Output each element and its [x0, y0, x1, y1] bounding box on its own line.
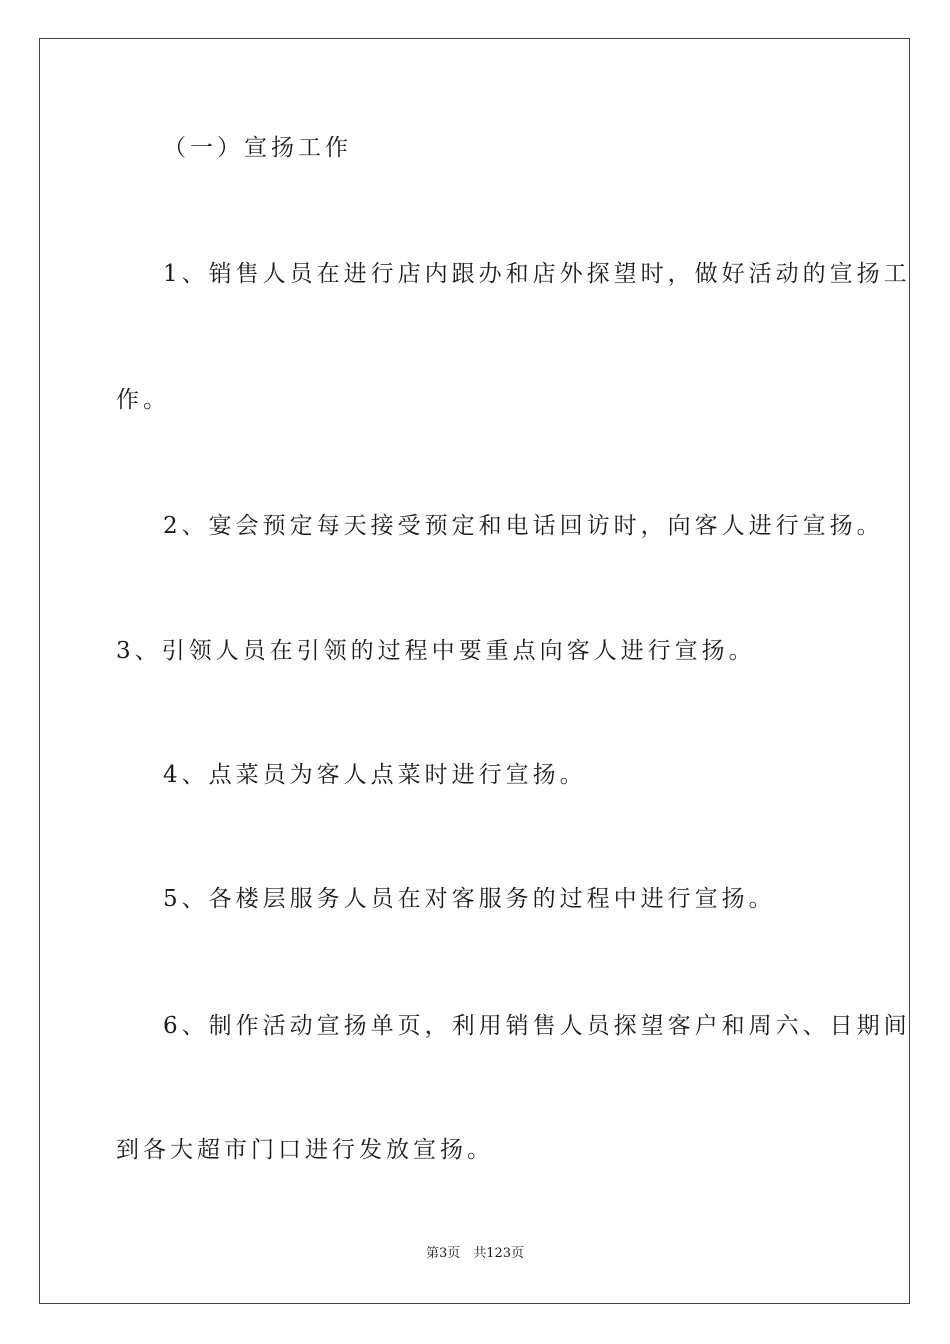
paragraph-6-line-2: 到各大超市门口进行发放宣扬。 [116, 1137, 494, 1163]
paragraph-2: 2、宴会预定每天接受预定和电话回访时，向客人进行宣扬。 [163, 513, 884, 539]
paragraph-4: 4、点菜员为客人点菜时进行宣扬。 [163, 762, 587, 788]
paragraph-1-line-1: 1、销售人员在进行店内跟办和店外探望时，做好活动的宣扬工 [163, 261, 911, 287]
paragraph-6-line-1: 6、制作活动宣扬单页，利用销售人员探望客户和周六、日期间 [163, 1013, 911, 1039]
paragraph-3: 3、引领人员在引领的过程中要重点向客人进行宣扬。 [116, 638, 756, 664]
paragraph-1-line-2: 作。 [116, 387, 170, 413]
paragraph-5: 5、各楼层服务人员在对客服务的过程中进行宣扬。 [163, 886, 776, 912]
page-border [39, 38, 910, 1304]
section-heading: （一）宣扬工作 [163, 135, 352, 161]
page-number-footer: 第3页 共123页 [425, 1246, 525, 1261]
